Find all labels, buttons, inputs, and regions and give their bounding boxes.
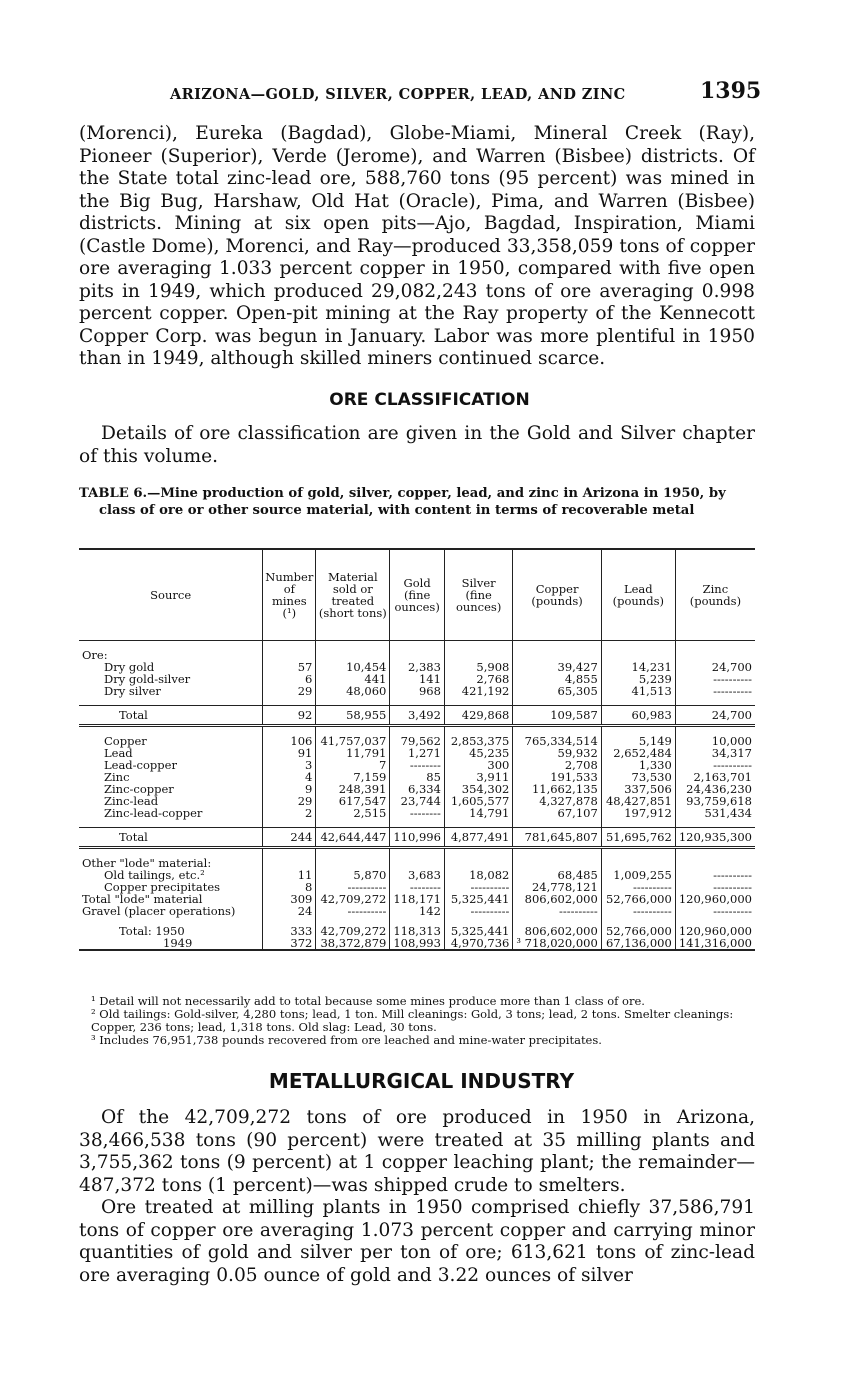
table-cell: 300 xyxy=(444,759,512,771)
page-header xyxy=(0,78,859,112)
table-cell: 118,171 xyxy=(390,893,445,905)
table-cell: 8 xyxy=(263,881,316,893)
table-cell: 11,662,135 xyxy=(513,783,601,795)
table-cell: 6 xyxy=(263,673,316,685)
table-cell: 806,602,000 xyxy=(513,925,601,937)
intro-paragraph: (Morenci), Eureka (Bagdad), Globe-Miami, Mineral Creek (Ray), Pioneer (Superior), Verde (Jerome), and Warren (Bisbee) districts. Of the State total zinc-lead ore, 588,760 tons (95 percent) was mined in the Big Bug, Harshaw, Old Hat (Oracle), Pima, and Warren (Bisbee) districts. Mining at six open pits—Ajo, Bagdad, Inspiration, Miami (Castle Dome), Morenci, and Ray—produced 33,358,059 tons of copper ore averaging 1.033 percent copper in 1950, compared with five open pits in 1949, which produced 29,082,243 tons of ore averaging 0.998 percent copper. Open-pit mining at the Ray property of the Kennecott Copper Corp. was begun in January. Labor was more plentiful in 1950 than in 1949, although skilled miners continued scarce. xyxy=(79,123,755,369)
table-cell: 5,149 xyxy=(601,735,675,747)
table-cell: 65,305 xyxy=(513,685,601,697)
metallurgical-heading: METALLURGICAL INDUSTRY xyxy=(268,1069,575,1093)
table-cell: 14,791 xyxy=(444,807,512,819)
table-cell: 59,932 xyxy=(513,747,601,759)
table-cell: 14,231 xyxy=(601,661,675,673)
table-cell: 1,330 xyxy=(601,759,675,771)
row-label: Zinc-lead-copper xyxy=(104,806,203,820)
row-label: Copper xyxy=(104,734,147,748)
table-cell: ---------- xyxy=(513,905,601,917)
table-cell: 2,768 xyxy=(444,673,512,685)
metallurgical-paragraph-1: Of the 42,709,272 tons of ore produced in 1950 in Arizona, 38,466,538 tons (90 percent) were treated at 35 milling plants and 3,755,362 tons (9 percent) at 1 copper leaching plant; the remainder—487,372 tons (1 percent)—was shipped crude to smelters. xyxy=(79,1107,755,1196)
table-cell: 34,317 xyxy=(675,747,755,759)
header-source: Source xyxy=(79,549,263,641)
table-cell: 244 xyxy=(263,828,316,848)
intro-paragraph-block xyxy=(79,123,755,371)
table-cell: 354,302 xyxy=(444,783,512,795)
table-cell: 191,533 xyxy=(513,771,601,783)
row-label: 1949 xyxy=(79,937,263,950)
table-cell: 5,325,441 xyxy=(444,925,512,937)
table-cell: 52,766,000 xyxy=(601,893,675,905)
table-cell: 24,700 xyxy=(675,661,755,673)
table-cell: -------- xyxy=(390,759,445,771)
table-cell: ---------- xyxy=(601,905,675,917)
table-cell: 38,372,879 xyxy=(316,937,390,950)
table-cell: 197,912 xyxy=(601,807,675,819)
table-cell: ---------- xyxy=(601,881,675,893)
table-cell: 2 xyxy=(263,807,316,819)
table-cell: 441 xyxy=(316,673,390,685)
table-row xyxy=(79,905,755,917)
table-cell: 120,960,000 xyxy=(675,893,755,905)
table-row xyxy=(79,807,755,819)
ore-classification-heading: ORE CLASSIFICATION xyxy=(329,390,530,410)
table-cell: 41,513 xyxy=(601,685,675,697)
table-cell: ---------- xyxy=(444,881,512,893)
table-cell: 7 xyxy=(316,759,390,771)
table-cell: 57 xyxy=(263,661,316,673)
table-cell: 248,391 xyxy=(316,783,390,795)
table-cell: 106 xyxy=(263,735,316,747)
running-title: ARIZONA—GOLD, SILVER, COPPER, LEAD, AND ZINC xyxy=(170,86,626,103)
table-cell: -------- xyxy=(390,807,445,819)
table-cell: 5,870 xyxy=(316,869,390,881)
table-cell: 29 xyxy=(263,795,316,807)
table-cell: 6,334 xyxy=(390,783,445,795)
table-cell: 68,485 xyxy=(513,869,601,881)
header-copper: Copper (pounds) xyxy=(513,549,601,641)
table-cell: 85 xyxy=(390,771,445,783)
row-label: Total xyxy=(79,828,263,848)
table-cell: ---------- xyxy=(316,905,390,917)
table-row xyxy=(79,685,755,697)
footnote-2: ² Old tailings: Gold-silver, 4,280 tons; lead, 1 ton. Mill cleanings: Gold, 3 tons; lead, 2 tons. Smelter cleanings: Copper, 236 tons; lead, 1,318 tons. Old slag: Lead, 30 tons. xyxy=(91,1007,734,1034)
table-cell: 1,605,577 xyxy=(444,795,512,807)
table-cell: 141,316,000 xyxy=(675,937,755,950)
table-caption-rest: 1950, by class of ore or other source material, with content in terms of recoverable metal xyxy=(99,486,726,518)
table-cell: 73,530 xyxy=(601,771,675,783)
table-cell: 333 xyxy=(263,925,316,937)
table-cell: 45,235 xyxy=(444,747,512,759)
table-cell: 4 xyxy=(263,771,316,783)
row-label: Zinc xyxy=(104,770,130,784)
table-cell: 4,327,878 xyxy=(513,795,601,807)
metallurgical-block xyxy=(79,1107,755,1287)
table-cell: 51,695,762 xyxy=(601,828,675,848)
table-cell: 429,868 xyxy=(444,706,512,726)
table-cell: 93,759,618 xyxy=(675,795,755,807)
table-cell: 1,009,255 xyxy=(601,869,675,881)
table-cell: 42,709,272 xyxy=(316,925,390,937)
table-cell: 4,877,491 xyxy=(444,828,512,848)
row-label: Total "lode" material xyxy=(82,892,203,906)
table-cell: 3,911 xyxy=(444,771,512,783)
row-label: Zinc-lead xyxy=(104,794,159,808)
table-cell: 110,996 xyxy=(390,828,445,848)
table-cell: -------- xyxy=(390,881,445,893)
table-cell: 24,436,230 xyxy=(675,783,755,795)
row-label: Zinc-copper xyxy=(104,782,174,796)
table-cell: 42,709,272 xyxy=(316,893,390,905)
table-cell: 372 xyxy=(263,937,316,950)
metallurgical-paragraph-2: Ore treated at milling plants in 1950 comprised chiefly 37,586,791 tons of copper ore averaging 1.073 percent copper and carrying minor quantities of gold and silver per ton of ore; 613,621 tons of zinc-lead ore averaging 0.05 ounce of gold and 3.22 ounces of silver xyxy=(79,1197,755,1286)
table-cell: 11 xyxy=(263,869,316,881)
table-cell: 67,107 xyxy=(513,807,601,819)
table-cell: 2,163,701 xyxy=(675,771,755,783)
table-cell: 24,700 xyxy=(675,706,755,726)
row-label: Old tailings, etc.² xyxy=(104,868,205,882)
table-cell: 2,652,484 xyxy=(601,747,675,759)
header-gold: Gold (fine ounces) xyxy=(390,549,445,641)
table-cell: 120,935,300 xyxy=(675,828,755,848)
row-label: Dry silver xyxy=(104,684,161,698)
table-cell: ---------- xyxy=(675,905,755,917)
table-cell: 3,683 xyxy=(390,869,445,881)
table-cell: ---------- xyxy=(675,869,755,881)
table-cell: 806,602,000 xyxy=(513,893,601,905)
table-cell: 141 xyxy=(390,673,445,685)
table-cell: 142 xyxy=(390,905,445,917)
table-cell: 3,492 xyxy=(390,706,445,726)
table-cell: 29 xyxy=(263,685,316,697)
table-cell: 41,757,037 xyxy=(316,735,390,747)
table-cell: 765,334,514 xyxy=(513,735,601,747)
table-body xyxy=(79,641,755,951)
table-cell: 79,562 xyxy=(390,735,445,747)
table-cell: 4,855 xyxy=(513,673,601,685)
table-cell: 4,970,736 xyxy=(444,937,512,950)
table-cell: 3 xyxy=(263,759,316,771)
table-cell: 91 xyxy=(263,747,316,759)
table-cell: 120,960,000 xyxy=(675,925,755,937)
table-cell: 5,908 xyxy=(444,661,512,673)
row-label: Copper precipitates xyxy=(104,880,221,894)
ore-classification-block xyxy=(79,423,755,468)
table-cell: 24,778,121 xyxy=(513,881,601,893)
table-cell: ---------- xyxy=(444,905,512,917)
table-cell: 781,645,807 xyxy=(513,828,601,848)
table-cell: 5,325,441 xyxy=(444,893,512,905)
table-cell: 109,587 xyxy=(513,706,601,726)
table-caption xyxy=(79,486,755,519)
table-cell: ---------- xyxy=(675,673,755,685)
header-mines: Number of mines (¹) xyxy=(263,549,316,641)
table-cell: 968 xyxy=(390,685,445,697)
table-cell: 1,271 xyxy=(390,747,445,759)
table-cell: 2,708 xyxy=(513,759,601,771)
table-cell: 309 xyxy=(263,893,316,905)
header-zinc: Zinc (pounds) xyxy=(675,549,755,641)
table-cell: 11,791 xyxy=(316,747,390,759)
table-cell: ---------- xyxy=(675,685,755,697)
table-cell: 2,515 xyxy=(316,807,390,819)
header-material: Material sold or treated (short tons) xyxy=(316,549,390,641)
header-silver: Silver (fine ounces) xyxy=(444,549,512,641)
table-cell: 421,192 xyxy=(444,685,512,697)
table-cell: 337,506 xyxy=(601,783,675,795)
footnotes xyxy=(79,995,755,1047)
table-row xyxy=(79,706,755,726)
table-cell: 92 xyxy=(263,706,316,726)
footnote-1: ¹ Detail will not necessarily add to total because some mines produce more than 1 class of ore. xyxy=(91,994,645,1008)
table-cell: 2,383 xyxy=(390,661,445,673)
row-label: Gravel (placer operations) xyxy=(82,904,236,918)
header-lead: Lead (pounds) xyxy=(601,549,675,641)
table-cell: 10,454 xyxy=(316,661,390,673)
table-cell: 58,955 xyxy=(316,706,390,726)
table-cell: 52,766,000 xyxy=(601,925,675,937)
table-cell: 5,239 xyxy=(601,673,675,685)
table-cell: 48,060 xyxy=(316,685,390,697)
ore-label: Ore: xyxy=(82,648,108,662)
table-cell: 60,983 xyxy=(601,706,675,726)
table-row xyxy=(79,828,755,848)
table-cell: 531,434 xyxy=(675,807,755,819)
row-label: Other "lode" material: xyxy=(82,856,212,870)
table-cell: 10,000 xyxy=(675,735,755,747)
row-label: Lead xyxy=(104,746,133,760)
row-label: Total xyxy=(79,706,263,726)
table-cell: 118,313 xyxy=(390,925,445,937)
table-cell: ---------- xyxy=(675,881,755,893)
table-cell: ---------- xyxy=(675,759,755,771)
row-label: Lead-copper xyxy=(104,758,177,772)
table-caption-lead: TABLE 6.—Mine production of gold, silver, copper, lead, and zinc in Arizona in xyxy=(79,486,659,501)
table-cell: 48,427,851 xyxy=(601,795,675,807)
table-header-row xyxy=(79,549,755,641)
page-number: 1395 xyxy=(700,78,762,104)
table-cell: 39,427 xyxy=(513,661,601,673)
table-row xyxy=(79,937,755,950)
table-cell: 2,853,375 xyxy=(444,735,512,747)
table-cell: 617,547 xyxy=(316,795,390,807)
ore-classification-text: Details of ore classification are given in the Gold and Silver chapter of this volume. xyxy=(79,423,755,467)
table-cell: 7,159 xyxy=(316,771,390,783)
table-cell: 18,082 xyxy=(444,869,512,881)
production-table xyxy=(79,548,755,951)
table-cell: 42,644,447 xyxy=(316,828,390,848)
table-cell: 9 xyxy=(263,783,316,795)
table-cell: 67,136,000 xyxy=(601,937,675,950)
table-cell: ---------- xyxy=(316,881,390,893)
row-label: Dry gold xyxy=(104,660,155,674)
table-cell: 108,993 xyxy=(390,937,445,950)
table-cell: ³ 718,020,000 xyxy=(513,937,601,950)
table-cell: 24 xyxy=(263,905,316,917)
row-label: Dry gold-silver xyxy=(104,672,191,686)
table-cell: 23,744 xyxy=(390,795,445,807)
footnote-3: ³ Includes 76,951,738 pounds recovered from ore leached and mine-water precipitates. xyxy=(91,1033,602,1047)
row-label: Total: 1950 xyxy=(119,924,185,938)
